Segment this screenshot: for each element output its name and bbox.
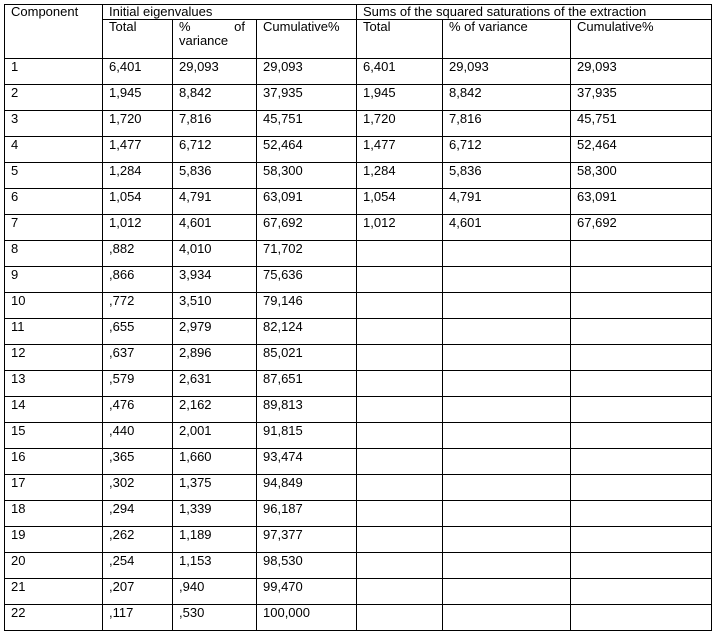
component-cell: 16 [5, 449, 103, 475]
table-row [5, 475, 712, 501]
extraction-sums-header: Sums of the squared saturations of the extraction [357, 5, 712, 20]
component-header: Component [5, 5, 103, 59]
initial-total-cell: ,294 [103, 501, 173, 527]
initial-cumulative-cell: 93,474 [257, 449, 357, 475]
pct-variance-word: variance [179, 33, 229, 48]
table-row [5, 267, 712, 293]
table-row [5, 319, 712, 345]
initial-pct-cell: 2,631 [173, 371, 257, 397]
table-header [5, 5, 712, 59]
initial-pct-cell: 2,979 [173, 319, 257, 345]
initial-total-cell: ,302 [103, 475, 173, 501]
component-cell: 15 [5, 423, 103, 449]
extraction-total-cell [357, 553, 443, 579]
table-row [5, 111, 712, 137]
table-row [5, 371, 712, 397]
extraction-total-cell: 1,477 [357, 137, 443, 163]
pct-variance-header-top [179, 20, 245, 34]
initial-cumulative-cell: 79,146 [257, 293, 357, 319]
initial-cumulative-cell: 52,464 [257, 137, 357, 163]
component-cell: 18 [5, 501, 103, 527]
initial-pct-cell: ,940 [173, 579, 257, 605]
extraction-cumulative-cell [571, 449, 712, 475]
extraction-pct-cell [443, 293, 571, 319]
eigenvalues-table [4, 4, 712, 631]
pct-of-word: of [234, 19, 245, 34]
component-cell: 17 [5, 475, 103, 501]
extraction-cumulative-cell [571, 345, 712, 371]
table-row [5, 137, 712, 163]
pct-symbol: % [179, 19, 191, 34]
initial-cumulative-cell: 97,377 [257, 527, 357, 553]
extraction-total-cell: 1,720 [357, 111, 443, 137]
table-row [5, 579, 712, 605]
extraction-pct-cell [443, 267, 571, 293]
initial-cumulative-cell: 75,636 [257, 267, 357, 293]
initial-cumulative-cell: 67,692 [257, 215, 357, 241]
extraction-total-cell [357, 267, 443, 293]
initial-total-cell: ,117 [103, 605, 173, 631]
initial-total-cell: ,579 [103, 371, 173, 397]
initial-pct-cell: 1,375 [173, 475, 257, 501]
extraction-pct-cell [443, 605, 571, 631]
initial-total-cell: 1,054 [103, 189, 173, 215]
initial-total-cell: ,866 [103, 267, 173, 293]
initial-total-cell: ,476 [103, 397, 173, 423]
component-cell: 20 [5, 553, 103, 579]
extraction-cumulative-cell [571, 579, 712, 605]
extraction-cumulative-cell [571, 293, 712, 319]
table-row [5, 85, 712, 111]
total-header-extraction: Total [357, 20, 443, 59]
extraction-pct-cell: 7,816 [443, 111, 571, 137]
extraction-pct-cell: 29,093 [443, 59, 571, 85]
table-row [5, 527, 712, 553]
initial-total-cell: 1,284 [103, 163, 173, 189]
cumulative-header-initial: Cumulative% [257, 20, 357, 59]
extraction-cumulative-cell [571, 319, 712, 345]
header-sub-row [5, 20, 712, 59]
extraction-pct-cell [443, 527, 571, 553]
initial-pct-cell: 8,842 [173, 85, 257, 111]
initial-pct-cell: 5,836 [173, 163, 257, 189]
extraction-pct-cell [443, 553, 571, 579]
extraction-total-cell [357, 527, 443, 553]
extraction-pct-cell [443, 319, 571, 345]
extraction-total-cell: 1,284 [357, 163, 443, 189]
extraction-cumulative-cell: 63,091 [571, 189, 712, 215]
extraction-total-cell [357, 449, 443, 475]
extraction-pct-cell [443, 371, 571, 397]
component-cell: 14 [5, 397, 103, 423]
component-cell: 12 [5, 345, 103, 371]
initial-cumulative-cell: 37,935 [257, 85, 357, 111]
extraction-pct-cell [443, 449, 571, 475]
extraction-pct-cell [443, 397, 571, 423]
component-cell: 11 [5, 319, 103, 345]
initial-cumulative-cell: 96,187 [257, 501, 357, 527]
pct-variance-header-extraction: % of variance [443, 20, 571, 59]
initial-cumulative-cell: 45,751 [257, 111, 357, 137]
component-cell: 7 [5, 215, 103, 241]
initial-pct-cell: 6,712 [173, 137, 257, 163]
extraction-cumulative-cell: 58,300 [571, 163, 712, 189]
extraction-pct-cell [443, 475, 571, 501]
extraction-total-cell: 1,945 [357, 85, 443, 111]
extraction-cumulative-cell [571, 423, 712, 449]
extraction-cumulative-cell [571, 397, 712, 423]
cumulative-header-extraction: Cumulative% [571, 20, 712, 59]
table-row [5, 423, 712, 449]
initial-cumulative-cell: 100,000 [257, 605, 357, 631]
initial-pct-cell: 4,601 [173, 215, 257, 241]
initial-pct-cell: 2,896 [173, 345, 257, 371]
extraction-total-cell [357, 371, 443, 397]
extraction-pct-cell: 5,836 [443, 163, 571, 189]
initial-total-cell: ,254 [103, 553, 173, 579]
initial-cumulative-cell: 89,813 [257, 397, 357, 423]
component-cell: 10 [5, 293, 103, 319]
initial-total-cell: 6,401 [103, 59, 173, 85]
initial-pct-cell: 1,189 [173, 527, 257, 553]
extraction-total-cell: 1,054 [357, 189, 443, 215]
initial-total-cell: ,440 [103, 423, 173, 449]
extraction-total-cell [357, 501, 443, 527]
initial-eigenvalues-header: Initial eigenvalues [103, 5, 357, 20]
initial-total-cell: ,882 [103, 241, 173, 267]
extraction-total-cell [357, 423, 443, 449]
initial-pct-cell: 3,934 [173, 267, 257, 293]
extraction-total-cell [357, 293, 443, 319]
table-row [5, 293, 712, 319]
table-row [5, 215, 712, 241]
header-group-row [5, 5, 712, 20]
extraction-total-cell: 1,012 [357, 215, 443, 241]
extraction-cumulative-cell: 45,751 [571, 111, 712, 137]
initial-cumulative-cell: 91,815 [257, 423, 357, 449]
component-cell: 1 [5, 59, 103, 85]
table-row [5, 605, 712, 631]
table-row [5, 189, 712, 215]
extraction-pct-cell: 6,712 [443, 137, 571, 163]
component-cell: 2 [5, 85, 103, 111]
extraction-total-cell [357, 475, 443, 501]
table-body [5, 59, 712, 631]
component-cell: 3 [5, 111, 103, 137]
extraction-pct-cell [443, 241, 571, 267]
initial-total-cell: ,207 [103, 579, 173, 605]
table-row [5, 345, 712, 371]
initial-cumulative-cell: 29,093 [257, 59, 357, 85]
extraction-pct-cell [443, 501, 571, 527]
initial-total-cell: ,637 [103, 345, 173, 371]
initial-pct-cell: 7,816 [173, 111, 257, 137]
extraction-cumulative-cell [571, 475, 712, 501]
extraction-cumulative-cell [571, 605, 712, 631]
table-row [5, 241, 712, 267]
extraction-cumulative-cell: 29,093 [571, 59, 712, 85]
extraction-pct-cell: 4,791 [443, 189, 571, 215]
table-row [5, 553, 712, 579]
initial-cumulative-cell: 87,651 [257, 371, 357, 397]
extraction-total-cell [357, 345, 443, 371]
extraction-total-cell [357, 397, 443, 423]
extraction-cumulative-cell [571, 241, 712, 267]
component-cell: 5 [5, 163, 103, 189]
extraction-cumulative-cell [571, 553, 712, 579]
extraction-pct-cell [443, 579, 571, 605]
table-row [5, 501, 712, 527]
extraction-total-cell: 6,401 [357, 59, 443, 85]
extraction-total-cell [357, 319, 443, 345]
initial-total-cell: 1,012 [103, 215, 173, 241]
initial-cumulative-cell: 58,300 [257, 163, 357, 189]
initial-pct-cell: 1,339 [173, 501, 257, 527]
extraction-pct-cell: 8,842 [443, 85, 571, 111]
initial-cumulative-cell: 85,021 [257, 345, 357, 371]
extraction-pct-cell: 4,601 [443, 215, 571, 241]
initial-pct-cell: 1,153 [173, 553, 257, 579]
component-cell: 8 [5, 241, 103, 267]
component-cell: 22 [5, 605, 103, 631]
initial-cumulative-cell: 63,091 [257, 189, 357, 215]
extraction-cumulative-cell [571, 501, 712, 527]
extraction-pct-cell [443, 423, 571, 449]
pct-variance-header-initial [173, 20, 257, 59]
extraction-total-cell [357, 241, 443, 267]
extraction-cumulative-cell [571, 371, 712, 397]
initial-total-cell: 1,720 [103, 111, 173, 137]
extraction-cumulative-cell [571, 267, 712, 293]
extraction-cumulative-cell: 67,692 [571, 215, 712, 241]
table-row [5, 449, 712, 475]
component-cell: 6 [5, 189, 103, 215]
component-cell: 4 [5, 137, 103, 163]
initial-pct-cell: 29,093 [173, 59, 257, 85]
extraction-cumulative-cell: 52,464 [571, 137, 712, 163]
initial-cumulative-cell: 94,849 [257, 475, 357, 501]
initial-pct-cell: ,530 [173, 605, 257, 631]
initial-pct-cell: 2,001 [173, 423, 257, 449]
total-header-initial: Total [103, 20, 173, 59]
extraction-total-cell [357, 579, 443, 605]
component-cell: 19 [5, 527, 103, 553]
initial-cumulative-cell: 99,470 [257, 579, 357, 605]
extraction-pct-cell [443, 345, 571, 371]
component-cell: 9 [5, 267, 103, 293]
initial-pct-cell: 1,660 [173, 449, 257, 475]
initial-total-cell: ,365 [103, 449, 173, 475]
initial-total-cell: ,655 [103, 319, 173, 345]
initial-total-cell: ,262 [103, 527, 173, 553]
initial-total-cell: ,772 [103, 293, 173, 319]
initial-cumulative-cell: 98,530 [257, 553, 357, 579]
component-cell: 13 [5, 371, 103, 397]
initial-pct-cell: 3,510 [173, 293, 257, 319]
initial-cumulative-cell: 71,702 [257, 241, 357, 267]
extraction-total-cell [357, 605, 443, 631]
table-row [5, 163, 712, 189]
extraction-cumulative-cell: 37,935 [571, 85, 712, 111]
extraction-cumulative-cell [571, 527, 712, 553]
initial-pct-cell: 2,162 [173, 397, 257, 423]
initial-pct-cell: 4,010 [173, 241, 257, 267]
initial-total-cell: 1,477 [103, 137, 173, 163]
table-row [5, 59, 712, 85]
initial-cumulative-cell: 82,124 [257, 319, 357, 345]
component-cell: 21 [5, 579, 103, 605]
initial-pct-cell: 4,791 [173, 189, 257, 215]
initial-total-cell: 1,945 [103, 85, 173, 111]
table-row [5, 397, 712, 423]
